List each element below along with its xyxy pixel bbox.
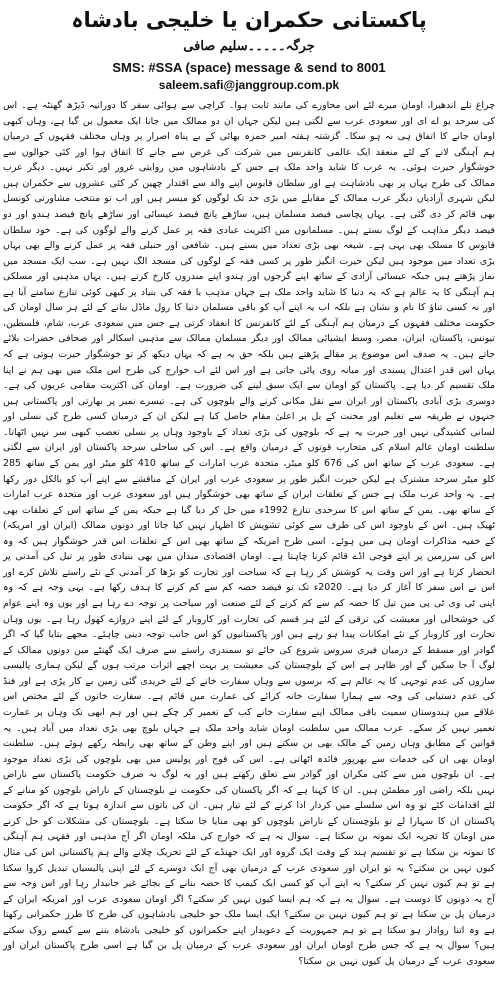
author-name: سلیم صافی	[183, 39, 248, 54]
sms-instructions: SMS: #SSA (space) message & send to 8001	[112, 60, 386, 75]
column-name: جرگہ	[285, 39, 315, 54]
article-title: پاکستانی حکمران یا خلیجی بادشاہ	[71, 8, 427, 32]
column-header	[3, 0, 495, 94]
author-email: saleem.safi@janggroup.com.pk	[158, 78, 340, 92]
byline-separator: ۔۔۔۔۔	[247, 39, 286, 54]
article-body: چراغ تلے اندھیرا، اومان میرے لئے اس محاورے کی مانند ثابت ہوا۔ کراچی سے ہوائی سفر کا دورانیہ ڈیڑھ گھنٹہ ہے۔ اس کی سرحد یو اے ای اور سعودی عرب سے لگتی ہیں لیکن جہاں ان دو ممالک میں جانا ایک معمول بن گیا ہے، وہاں کبھی اومان جانے کا اتفاق ہی نہ ہو سکا۔ گزشتہ ہفتہ امیر حمزہ بھائی کے بے پناہ اصرار پر وہاں مختلف فقہوں کے درمیان ہم آہنگی لانے کے لئے منعقد ایک عالمی کانفرنس میں شرکت کی غرض سے جانے کا اتفاق ہوا اور کئی حوالوں سے خوشگوار حیرت ہوئی۔ یہ عرب کا شاید واحد ملک ہے جس کے بادشاہوں میں روایتی غرور اور تکبر نہیں۔ دیگر عرب ممالک کی طرح یہاں پر بھی بادشاہت ہے اور سلطان قابوس اپنے والد سے اقتدار چھین کر کئی عشروں سے حکمران ہیں لیکن شہری آزادیاں دیگر عرب ممالک کے مقابلے میں بڑی حد تک لوگوں کو میسر ہیں اور اب تو منتخب مشاورتی کونسل بھی قائم کر دی گئی ہے۔ یہاں پچاسی فیصد مسلمان ہیں، ساڑھے پانچ فیصد عیسائی اور ساڑھے پانچ فیصد ہندو اور دو فیصد دیگر مذاہب کے لوگ بستے ہیں۔ مسلمانوں میں اکثریت عبادی فقہ پر عمل کرنے والے لوگوں کی ہے۔ خود سلطان قابوس کا مسلک بھی یہی ہے۔ شیعہ بھی بڑی تعداد میں بستے ہیں۔ شافعی اور حنبلی فقہ پر عمل کرنے والے بھی یہاں بڑی تعداد میں موجود ہیں لیکن حیرت انگیز طور پر کسی فقہ کے لوگوں کی مسجد الگ نہیں ہے۔ سب ایک مسجد میں نماز پڑھتے ہیں جبکہ عیسائی آزادی کے ساتھ اپنے گرجوں اور ہندو اپنے مندروں کارخ کرتے ہیں۔ یہاں مذہبی اور مسلکی ہم آہنگی کا یہ عالم ہے کہ یہ دنیا کا شاید واحد ملک ہے جہاں مذہب یا فقہ کی بنیاد پر کبھی کوئی تنازع سامنے آیا ہے اور نہ کسی تناؤ کا نام و نشان ہے بلکہ اب یہ اپنے آپ کو باقی مسلمان دنیا کا رول ماڈل بنانے کے لئے ہر سال اومان کی حکومت مختلف فقہوں کے درمیان ہم آہنگی کے لئے کانفرنس کا انعقاد کرتی ہے جس میں سعودی عرب، شام، فلسطین، تیونس، پاکستان، ایران، مصر، وسط ایشیائی ممالک اور دیگر مسلمان ممالک سے مذہبی اسکالر اور صحافی حضرات بلائے جاتے ہیں۔ یہ صدف اس موضوع پر مقالے پڑھتے ہیں بلکہ حق یہ ہے کہ یہاں دیکھ کر تو خوشگوار حیرت ہوتی ہے کہ یہاں اس قدر اعتدال پسندی اور میانہ روی پائی جاتی ہے اور اس لئے اب خوارج کی طرح اس ملک میں بھی ہم نے اپنا ملک تقسیم کر دیا ہے۔ پاکستان کو اومان سے ایک سبق لینے کی ضرورت ہے۔ اومان کی اکثریت مقامی عربوں کی ہے۔ دوسری بڑی آبادی پاکستان اور ایران سے نقل مکانی کرنے والے بلوچوں کی ہے۔ تیسرے نمبر پر بھارتی اور پاکستانی ہیں جنہوں نے طریقہ سے تعلیم اور محنت کے بل پر اعلیٰ مقام حاصل کیا ہے لیکن ان کے درمیان کسی طرح کی نسلی اور لسانی کشیدگی نہیں اور حیرت یہ ہے کہ بلوچوں کی بڑی تعداد کے باوجود وہاں پر نسلی تعصب کبھی سر نہیں اٹھاتا۔ سلطنت اومان عالم اسلام کی متحارب قوتوں کے درمیان واقع ہے۔ اس کی ساحلی سرحد پاکستان اور ایران سے لگتی ہے۔ سعودی عرب کے ساتھ اس کی 676 کلو میٹر، متحدہ عرب امارات کے ساتھ 410 کلو میٹر اور یمن کے ساتھ 285 کلو میٹر سرحد مشترک ہے لیکن حیرت انگیز طور پر سعودی عرب اور ایران کے مناقشے سے اپنے آپ کو بالکل دور رکھا ہے۔ یہ واحد عرب ملک ہے جس کے تعلقات ایران کے ساتھ بھی خوشگوار ہیں اور سعودی عرب اور متحدہ عرب امارات کے ساتھ بھی۔ یمن کے ساتھ اس کا سرحدی تنازع 1992ء میں حل کر دیا گیا ہے جبکہ یمن کے ساتھ اس کے تعلقات بھی ٹھیک ہیں۔ اس کے باوجود اس کی طرف سے کوئی تشویش کا اظہار نہیں کیا جاتا اور دونوں ممالک (ایران اور امریکہ) کے خفیہ مذاکرات اومان ہی میں ہوئے۔ اسی طرح امریکہ کے ساتھ بھی اس کے تعلقات اس قدر خوشگوار ہیں کہ وہ اس کی سرزمین پر اپنے فوجی اڈے قائم کرنا چاہتا ہے۔ اومان اقتصادی میدان میں بھی بنیادی طور پر تیل کی آمدنی پر انحصار کرتا ہے اور اس وقت یہ کوشش کر رہا ہے کہ سیاحت اور تجارت کو بڑھا کر آمدنی کے نئے راستے تلاش کرے اور اس نے اس سفر کا آغاز کر دیا ہے۔ 2020ء تک نو فیصد حصہ کم سے کم کرنے کا ہدف رکھا ہے۔ یہی وجہ ہے کہ وہ اپنی ٹی وی ٹی پی میں تیل کا حصہ کم سے کم کرنے کے لئے صنعت اور سیاحت پر توجہ دے رہا ہے اور یوں وہ اپنے عوام کی خوشحالی اور معیشت کی ترقی کے لئے ہر قسم کی تجارت اور کاروبار کے لئے اپنے دروازے کھول رہا ہے۔ یوں وہاں تجارت اور کاروبار کے نئے امکانات پیدا ہو رہے ہیں اور پاکستانیوں کو اس جانب توجہ دینی چاہئے۔ مجھے بتایا گیا کہ اگر گوادر اور مسقط کے درمیان فیری سروس شروع کی جائے تو سمندری راستے سے صرف ایک گھنٹے میں دونوں ممالک کے لوگ آ جا سکیں گے اور ظاہر ہے اس کے بلوچستان کی معیشت پر بہت اچھے اثرات مرتب ہوں گے لیکن ہماری پالیسی سازوں کی عدم توجہی کا یہ عالم ہے کہ برسوں سے وہاں سفارت خانے کے لئے خریدی گئی زمین بے کار پڑی ہے اور فنڈ کی عدم دستیابی کی وجہ سے ہمارا سفارت خانہ کرائے کی عمارت میں قائم ہے۔ سفارت خانوں کے لئے مختص اس علاقے میں ہندوستان سمیت باقی ممالک اپنے سفارت خانے کب کے تعمیر کر چکے ہیں اور ہم ابھی تک وہاں پر عمارت تعمیر نہیں کر سکے۔ عرب ممالک میں سلطنت اومان شاید واحد ملک ہے جہاں بلوچ بھی بڑی تعداد میں آباد ہیں۔ یہ قوانین کے مطابق وہاں زمین کے مالک بھی بن سکتے ہیں اور اپنے وطن کے ساتھ بھی رابطہ رکھے ہوئے ہیں۔ سلطنت اومان بھی ان کی خدمات سے بھرپور فائدہ اٹھاتی ہے۔ اس کی فوج اور پولیس میں بھی بلوچوں کی بڑی تعداد موجود ہے۔ ان بلوچوں میں سے کئی مکران اور گوادر سے تعلق رکھتے ہیں اور یہ لوگ نہ صرف حکومت پاکستان سے ناراض نہیں بلکہ راضی اور مطمئن ہیں۔ ان کا کہنا ہے کہ اگر پاکستان کی حکومت نے بلوچستان کے ناراض بلوچوں کو منانے کے لئے اقدامات کئے تو وہ اس سلسلے میں کردار ادا کرنے کے لئے تیار ہیں۔ ان کی باتوں سے اندازہ ہوتا ہے کہ اگر حکومت پاکستان ان کا سہارا لے تو بلوچستان کے ناراض بلوچوں کو بھی منایا جا سکتا ہے۔ بلوچستان کی مشکلات کو حل کرنے میں اومان کا تجربہ ایک نمونہ بن سکتا ہے۔ سوال یہ ہے کہ خوارج کی ملکہ اومان اگر آج مذہبی اور فقہی ہم آہنگی کا نمونہ بن سکتا ہے تو تقسیم ہند کے وقت ایک گروہ اور ایک جھنڈے کے لئے تحریک چلانے والے ہم پاکستانی اس کی مثال کیوں نہیں بن سکتے؟ یہ تو ایران اور سعودی عرب کے درمیان بھی آج ایک دوسرے کے لئے اپنی پالیسیاں تبدیل کروا سکتا ہے تو ہم کیوں نہیں کر سکتے؟ یہ اپنے آپ کو کسی ایک کیمپ کا حصہ بنانے کے بجائے غیر جانبدار رہا اور اس وجہ سے آج یہ دونوں کا دوست ہے۔ سوال یہ ہے کہ ہم ایسا کیوں نہیں کر سکتے؟ اگر اومان سعودی عرب اور امریکہ ایران کے درمیان پل بن سکتا ہے تو ہم کیوں نہیں بن سکتے؟ ایک ایسا ملک جو خلیجی بادشاہوں کی طرح کا طرز حکمرانی رکھتا ہے وہ اتنا روادار ہو سکتا ہے تو ہم جمہوریت کے دعویدار اپنے حکمرانوں کو خلیجی بادشاہ بننے سے کیسے روک سکتے ہیں؟ سوال یہ ہے کہ جس طرح اومان ایران اور سعودی عرب کے درمیان پل بن گیا ہے اسی طرح پاکستان ایران اور سعودی عرب کے درمیان پل کیوں نہیں بن سکتا؟	[3, 100, 495, 967]
byline	[3, 36, 495, 58]
